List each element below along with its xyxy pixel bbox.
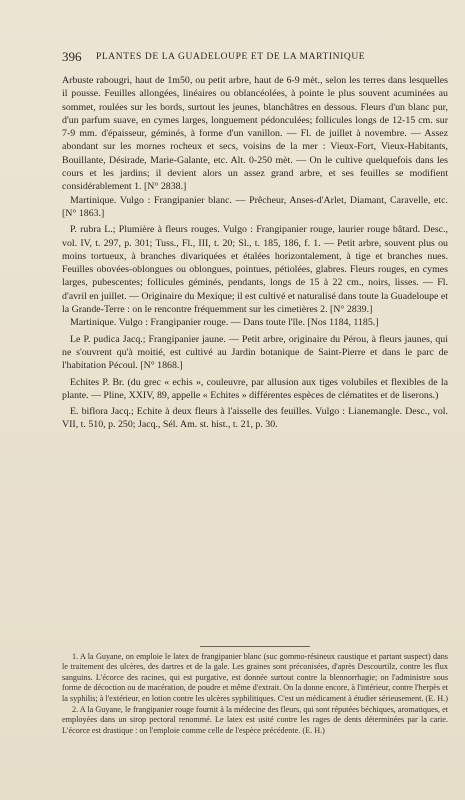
paragraph-p-rubra: P. rubra L.; Plumière à fleurs rouges. Vulgo : Frangipanier rouge, laurier rouge bâtard. Desc., vol. IV, t. 297, p. 301; Tuss., Fl., III, t. 20; Sl., t. 185, 186, f. 1. — Petit arbre, souvent plus ou moins tortueux, à branches divariquées et étalées horizontalement, à tige et branches nues. Feuilles obovées-oblongues ou oblongues, pointues, pétiolées, glabres. Fleurs rouges, en cymes larges, pubescentes; follicules géminés, pendants, longs de 15 à 22 cm., noirs, lisses. — Fl. d'avril en juillet. — Originaire du Mexique; il est cultivé et naturalisé dans toute la Guadeloupe et la Grande-Terre : on le rencontre fréquemment sur les cimetières 2. [N° 2839.] — [62, 224, 448, 316]
footnote-1: 1. A la Guyane, on emploie le latex de frangipanier blanc (suc gommo-résineux caustique et partant suspect) dans le traitement des ulcères, des dartres et de la gale. Les graines sont préconisées, d'après Descourtilz, contre les flux sanguins. L'écorce des racines, qui est purgative, est donnée surtout contre la blennorrhagie; on l'administre sous forme de décoction ou de macération, de poudre et même d'extrait. On la donne encore, à l'intérieur, contre l'herpès et la syphilis; à l'extérieur, en lotion contre les ulcères syphilitiques. C'est un médicament à étudier sérieusement. (E. H.) — [62, 652, 448, 703]
paragraph-p-pudica: Le P. pudica Jacq.; Frangipanier jaune. — Petit arbre, originaire du Pérou, à fleurs jaunes, qui ne s'ouvrent qu'à moitié, est cultivé au Jardin botanique de Saint-Pierre et dans le parc de l'habitation Pécoul. [N° 1868.] — [62, 333, 448, 372]
paragraph-martinique-1: Martinique. Vulgo : Frangipanier blanc. — Prêcheur, Anses-d'Arlet, Diamant, Caravelle, etc. [N° 1863.] — [62, 194, 448, 219]
paragraph-martinique-2: Martinique. Vulgo : Frangipanier rouge. — Dans toute l'île. [Nos 1184, 1185.] — [70, 317, 379, 329]
footnote-2: 2. A la Guyane, le frangipanier rouge fournit à la médecine des fleurs, qui sont réputées béchiques, aromatiques, et employées dans un sirop pectoral renommé. Le latex est usité contre les rages de dents déterminées par la carie. L'écorce est drastique : on l'emploie comme celle de l'espèce précédente. (E. H.) — [62, 705, 448, 735]
footnote-divider — [200, 646, 310, 647]
footnotes — [62, 652, 448, 737]
paragraph-description: Arbuste rabougri, haut de 1m50, ou petit arbre, haut de 6-9 mèt., selon les terres dans lesquelles il pousse. Feuilles allongées, linéaires ou oblancéolées, à pointe le plus souvent acuminées au sommet, roulées sur les bords, surtout les jeunes, blanchâtres en dessous. Fleurs d'un blanc pur, d'un parfum suave, en cymes larges, longuement pédonculées; follicules longs de 12-15 cm. sur 7-9 mm. d'épaisseur, géminés, à forme d'un vanillon. — Fl. de juillet à novembre. — Assez abondant sur les mornes rocheux et secs, voisins de la mer : Vieux-Fort, Vieux-Habitants, Bouillante, Désirade, Marie-Galante, etc. Alt. 0-250 mèt. — On le cultive quelquefois dans les cours et les jardins; il devient alors un assez grand arbre, et ses feuilles se modifient considérablement 1. [N° 2838.] — [62, 75, 448, 193]
page-header — [62, 49, 452, 68]
paragraph-echites: Echites P. Br. (du grec « echis », couleuvre, par allusion aux tiges volubiles et flexibles de la plante. — Pline, XXIV, 89, appelle « Echites » différentes espèces de clématites et de liserons.) — [62, 376, 448, 401]
main-text — [62, 74, 448, 432]
paragraph-e-biflora: E. biflora Jacq.; Echite à deux fleurs à l'aisselle des feuilles. Vulgo : Lianemangle. Desc., vol. VII, t. 510, p. 250; Jacq., Sél. Am. st. hist., t. 21, p. 30. — [62, 406, 448, 431]
running-title: PLANTES DE LA GUADELOUPE ET DE LA MARTINIQUE — [96, 52, 366, 62]
page-number: 396 — [62, 49, 82, 64]
